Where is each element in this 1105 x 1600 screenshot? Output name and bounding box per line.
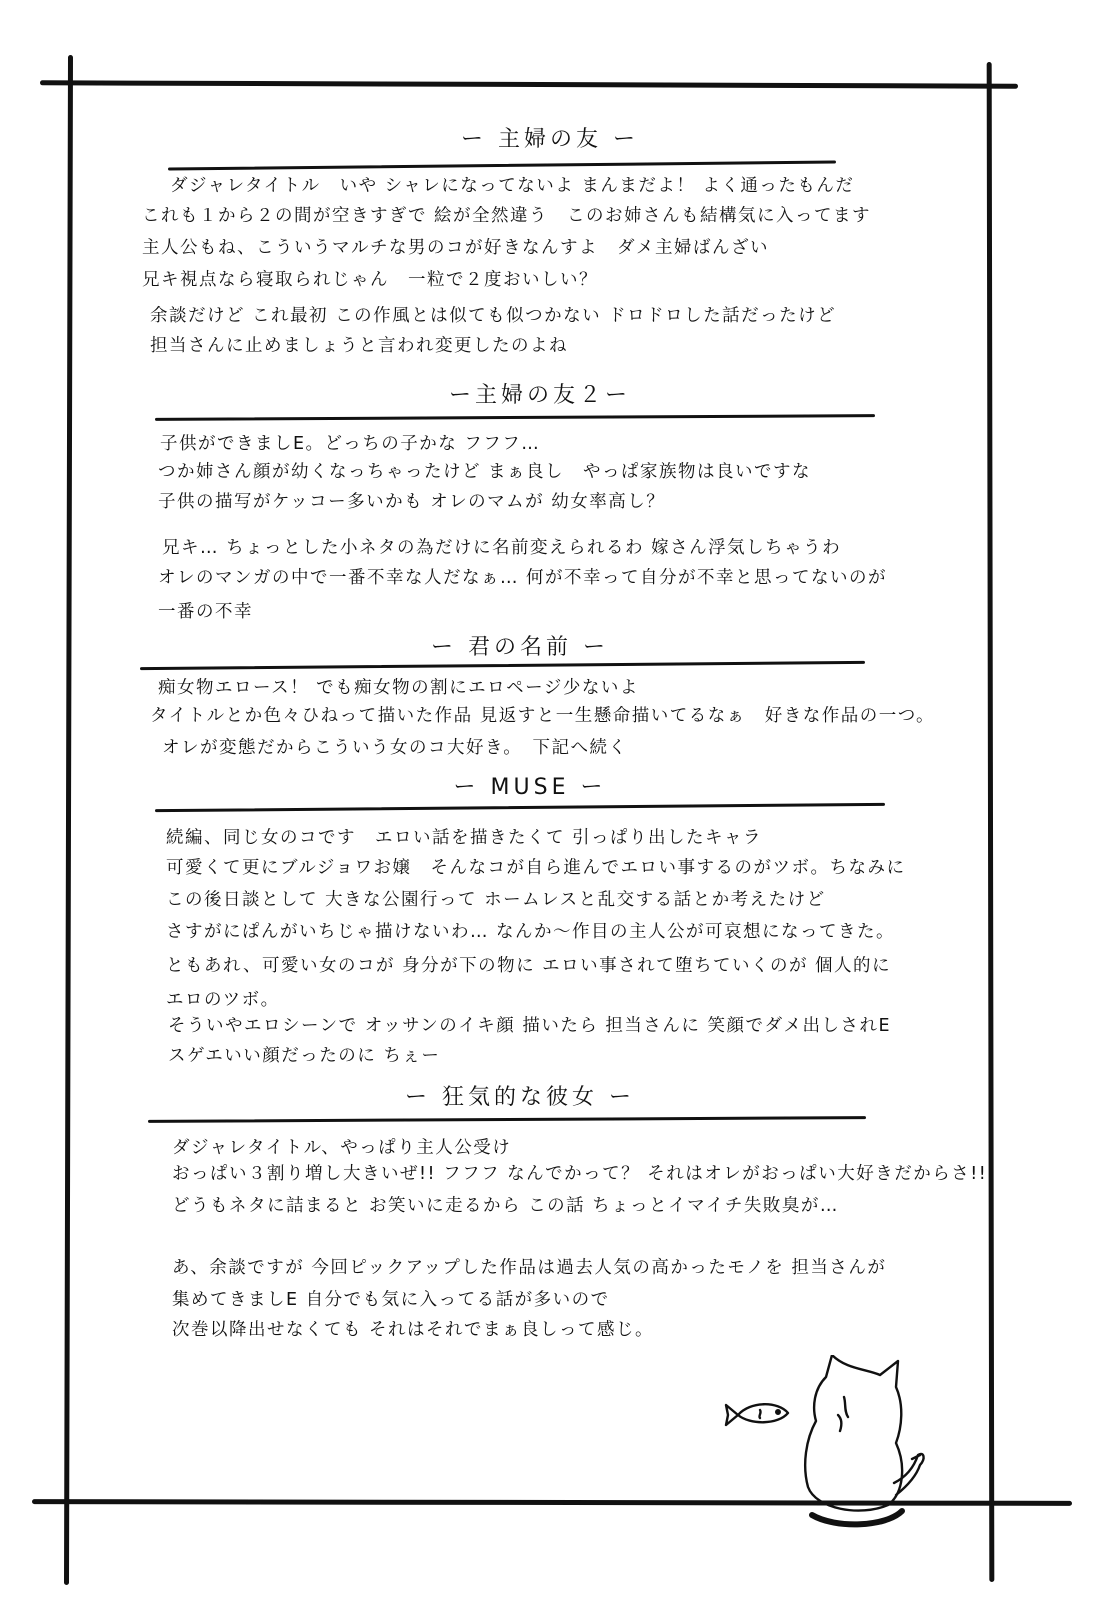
section-title: ー 君の名前 ー — [431, 635, 609, 660]
text-line: 余談だけど これ最初 この作風とは似ても似つかない ドロドロした話だったけど — [150, 306, 837, 326]
text-line: ともあれ、可愛い女のコが 身分が下の物に エロい事されて堕ちていくのが 個人的に — [166, 956, 892, 976]
section-title: ー 狂気的な彼女 ー — [405, 1085, 635, 1110]
text-line: 兄キ視点なら寝取られじゃん 一粒で２度おいしい？ — [142, 270, 598, 290]
frame-right-line — [987, 62, 995, 1582]
frame-top-line — [40, 80, 1018, 88]
text-line: 兄キ… ちょっとした小ネタの為だけに名前変えられるわ 嫁さん浮気しちゃうわ — [162, 538, 842, 558]
text-line: 一番の不幸 — [158, 602, 253, 622]
text-line: ダジャレタイトル、やっぱり主人公受け — [172, 1138, 512, 1158]
text-line: 可愛くて更にブルジョワお嬢 そんなコが自ら進んでエロい事するのがツボ。ちなみに — [166, 858, 906, 878]
cat-illustration — [720, 1355, 950, 1570]
text-line: オレが変態だからこういう女のコ大好き。 下記へ続く — [162, 738, 628, 758]
text-line: これも１から２の間が空きすぎで 絵が全然違う このお姉さんも結構気に入ってます — [142, 206, 872, 226]
text-line: どうもネタに詰まると お笑いに走るから この話 ちょっとイマイチ失敗臭が… — [172, 1196, 839, 1216]
text-line: ダジャレタイトル いや シャレになってないよ まんまだよ！ よく通ったもんだ — [170, 176, 855, 196]
text-line: さすがにぱんがいちじゃ描けないわ… なんか～作目の主人公が可哀想になってきた。 — [166, 922, 896, 942]
section-rule — [148, 1116, 866, 1123]
text-line: オレのマンガの中で一番不幸な人だなぁ… 何が不幸って自分が不幸と思ってないのが — [158, 568, 888, 588]
text-line: つか姉さん顔が幼くなっちゃったけど まぁ良し やっぱ家族物は良いですな — [158, 462, 812, 482]
section-title: ー MUSE ー — [453, 775, 607, 800]
text-line: 痴女物エロース！ でも痴女物の割にエロページ少ないよ — [158, 678, 639, 698]
cat-icon — [805, 1355, 923, 1524]
text-line: 続編、同じ女のコです エロい話を描きたくて 引っぱり出したキャラ — [166, 828, 763, 848]
section-rule — [168, 161, 836, 171]
text-line: 子供ができましE。どっちの子かな フフフ… — [160, 434, 541, 454]
text-line: あ、余談ですが 今回ピックアップした作品は過去人気の高かったモノを 担当さんが — [172, 1258, 887, 1278]
text-line: エロのツボ。 — [166, 990, 280, 1010]
section-rule — [155, 414, 875, 421]
section-title: ー主婦の友２ー — [448, 383, 631, 408]
text-line: おっぱい３割り増し大きいぜ!! フフフ なんでかって？ それはオレがおっぱい大好きだからさ!! — [172, 1164, 988, 1184]
text-line: そういやエロシーンで オッサンのイキ顔 描いたら 担当さんに 笑顔でダメ出しされE — [168, 1016, 892, 1036]
text-line: 主人公もね、こういうマルチな男のコが好きなんすよ ダメ主婦ばんざい — [142, 238, 769, 258]
text-line: 子供の描写がケッコー多いかも オレのマムが 幼女率高し？ — [158, 492, 666, 512]
text-line: この後日談として 大きな公園行って ホームレスと乱交する話とか考えたけど — [166, 890, 826, 910]
text-line: スゲエいい顔だったのに ちぇー — [168, 1046, 441, 1066]
text-line: 次巻以降出せなくても それはそれでまぁ良しって感じ。 — [172, 1320, 655, 1340]
section-rule — [155, 803, 885, 812]
frame-left-line — [64, 55, 73, 1585]
section-rule — [140, 661, 865, 670]
fish-icon — [726, 1404, 788, 1425]
section-title: ー 主婦の友 ー — [461, 127, 639, 152]
text-line: タイトルとか色々ひねって描いた作品 見返すと一生懸命描いてるなぁ 好きな作品の一つ。 — [150, 706, 936, 726]
text-line: 集めてきましE 自分でも気に入ってる話が多いので — [172, 1290, 610, 1310]
text-line: 担当さんに止めましょうと言われ変更したのよね — [150, 336, 568, 356]
